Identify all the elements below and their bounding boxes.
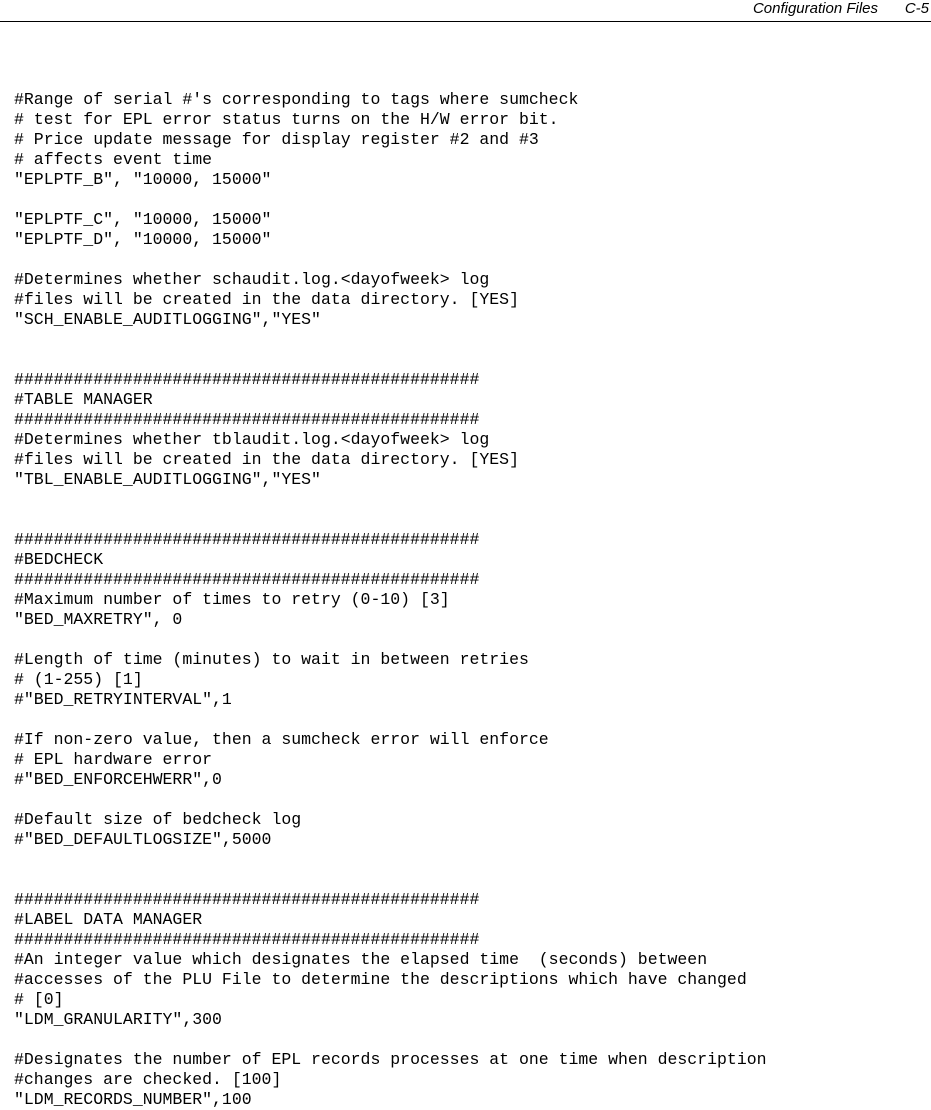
code-line: #An integer value which designates the elapsed time (seconds) between	[14, 950, 708, 969]
code-line: ###############################################	[14, 410, 480, 429]
code-line: "BED_MAXRETRY", 0	[14, 610, 183, 629]
code-line	[14, 190, 767, 210]
code-line: #files will be created in the data directory. [YES]	[14, 290, 519, 309]
code-line: #Range of serial #'s corresponding to tags where sumcheck	[14, 90, 579, 109]
code-line: #Default size of bedcheck log	[14, 810, 302, 829]
code-line: "TBL_ENABLE_AUDITLOGGING","YES"	[14, 470, 321, 489]
code-line	[14, 710, 767, 730]
code-line: "LDM_RECORDS_NUMBER",100	[14, 1090, 252, 1109]
code-line	[14, 350, 767, 370]
code-line: #BEDCHECK	[14, 550, 104, 569]
code-line: "LDM_GRANULARITY",300	[14, 1010, 222, 1029]
code-line	[14, 870, 767, 890]
code-line: "EPLPTF_C", "10000, 15000"	[14, 210, 272, 229]
code-line: #TABLE MANAGER	[14, 390, 153, 409]
code-line	[14, 490, 767, 510]
code-line: #"BED_RETRYINTERVAL",1	[14, 690, 232, 709]
page-number: C-5	[904, 0, 929, 17]
page-header	[0, 0, 931, 22]
code-line: ###############################################	[14, 370, 480, 389]
code-line	[14, 330, 767, 350]
config-file-listing	[14, 90, 767, 1110]
code-line	[14, 850, 767, 870]
code-line	[14, 510, 767, 530]
code-line	[14, 630, 767, 650]
code-line: "SCH_ENABLE_AUDITLOGGING","YES"	[14, 310, 321, 329]
code-line	[14, 1030, 767, 1050]
code-line: ###############################################	[14, 570, 480, 589]
code-line: #If non-zero value, then a sumcheck error will enforce	[14, 730, 549, 749]
code-line: ###############################################	[14, 890, 480, 909]
code-line: # affects event time	[14, 150, 213, 169]
code-line: #"BED_DEFAULTLOGSIZE",5000	[14, 830, 272, 849]
code-line: ###############################################	[14, 530, 480, 549]
code-line: #Maximum number of times to retry (0-10) [3]	[14, 590, 450, 609]
code-line: ###############################################	[14, 930, 480, 949]
code-line: # Price update message for display register #2 and #3	[14, 130, 539, 149]
code-line: # (1-255) [1]	[14, 670, 143, 689]
code-line: #Determines whether schaudit.log.<dayofweek> log	[14, 270, 490, 289]
code-line: #Length of time (minutes) to wait in between retries	[14, 650, 529, 669]
code-line: #"BED_ENFORCEHWERR",0	[14, 770, 222, 789]
code-line: #accesses of the PLU File to determine the descriptions which have changed	[14, 970, 747, 989]
code-line: #changes are checked. [100]	[14, 1070, 282, 1089]
code-line	[14, 790, 767, 810]
code-line	[14, 250, 767, 270]
code-line: #Designates the number of EPL records processes at one time when description	[14, 1050, 767, 1069]
code-line: # [0]	[14, 990, 64, 1009]
code-line: # EPL hardware error	[14, 750, 213, 769]
code-line: "EPLPTF_D", "10000, 15000"	[14, 230, 272, 249]
code-line: # test for EPL error status turns on the H/W error bit.	[14, 110, 559, 129]
header-title: Configuration Files	[752, 0, 878, 17]
code-line: "EPLPTF_B", "10000, 15000"	[14, 170, 272, 189]
code-line: #files will be created in the data directory. [YES]	[14, 450, 519, 469]
code-line: #LABEL DATA MANAGER	[14, 910, 203, 929]
code-line: #Determines whether tblaudit.log.<dayofweek> log	[14, 430, 490, 449]
